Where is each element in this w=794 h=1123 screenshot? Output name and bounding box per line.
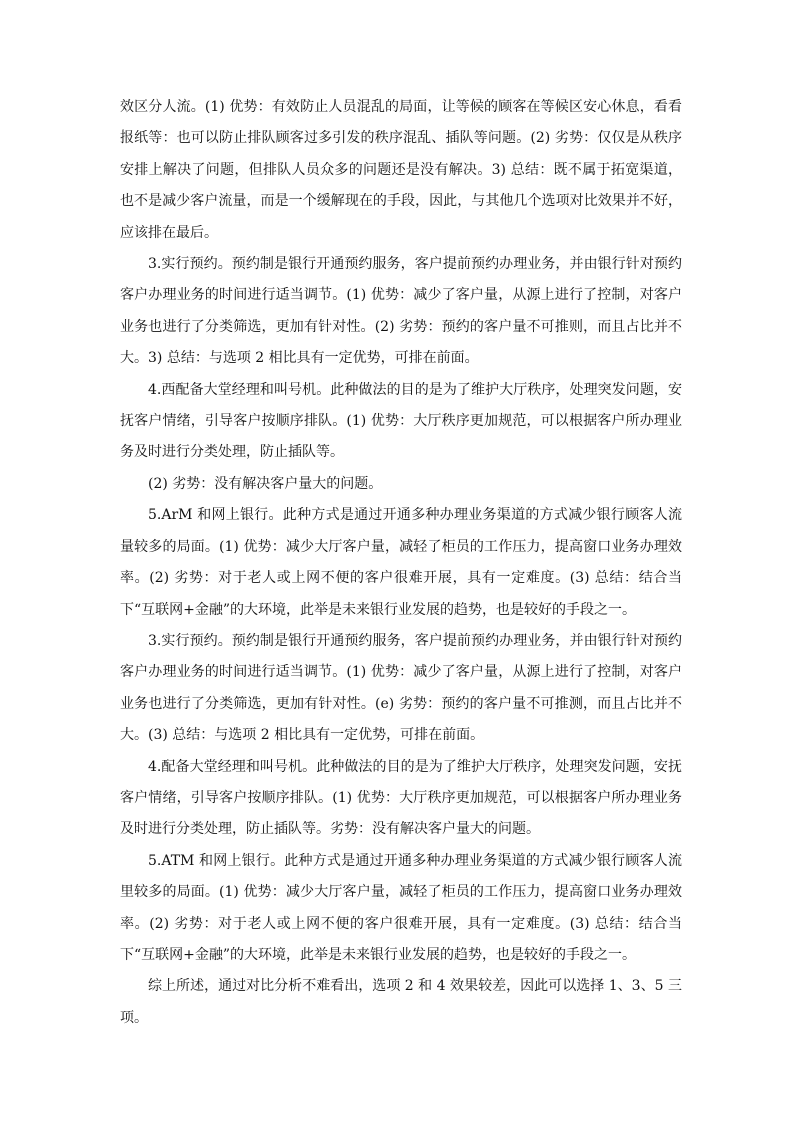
paragraph-6: 3.实行预约。预约制是银行开通预约服务，客户提前预约办理业务，并由银行针对预约客户办理业务的时间进行适当调节。(1) 优势：减少了客户量，从源上进行了控制，对客户业务也进行了分类筛选，更加有针对性。(e) 劣势：预约的客户量不可推测，而且占比并不大。(3) 总结：与选项 2 相比具有一定优势，可排在前面。	[120, 632, 682, 744]
paragraph-3: 4.西配备大堂经理和叫号机。此种做法的目的是为了维护大厅秩序，处理突发问题，安抚客户情绪，引导客户按顺序排队。(1) 优势：大厅秩序更加规范，可以根据客户所办理业务及时进行分类处理，防止插队等。	[120, 381, 682, 461]
paragraph-5: 5.ArM 和网上银行。此种方式是通过开通多种办理业务渠道的方式减少银行顾客人流量较多的局面。(1) 优势：减少大厅客户量，减轻了柜员的工作压力，提高窗口业务办理效率。(2) 劣势：对于老人或上网不便的客户很难开展，具有一定难度。(3) 总结：结合当下“互联网+金融”的大环境，此举是未来银行业发展的趋势，也是较好的手段之一。	[120, 507, 682, 618]
document-body	[120, 92, 682, 1034]
paragraph-7: 4.配备大堂经理和叫号机。此种做法的目的是为了维护大厅秩序，处理突发问题，安抚客户情绪，引导客户按顺序排队。(1) 优势：大厅秩序更加规范，可以根据客户所办理业务及时进行分类处理，防止插队等。劣势：没有解决客户量大的问题。	[120, 758, 682, 838]
paragraph-2: 3.实行预约。预约制是银行开通预约服务，客户提前预约办理业务，并由银行针对预约客户办理业务的时间进行适当调节。(1) 优势：减少了客户量，从源上进行了控制，对客户业务也进行了分类筛选，更加有针对性。(2) 劣势：预约的客户量不可推则，而且占比并不大。3) 总结：与选项 2 相比具有一定优势，可排在前面。	[120, 256, 682, 367]
paragraph-9: 综上所述，通过对比分析不难看出，选项 2 和 4 效果较差，因此可以选择 1、3、5 三项。	[120, 978, 682, 1026]
paragraph-4: (2) 劣势：没有解决客户量大的问题。	[148, 475, 383, 492]
paragraph-8: 5.ATM 和网上银行。此种方式是通过开通多种办理业务渠道的方式减少银行顾客人流里较多的局面。(1) 优势：减少大厅客户量，减轻了柜员的工作压力，提高窗口业务办理效率。(2) 劣势：对于老人或上网不便的客户很难开展，具有一定难度。(3) 总结：结合当下“互联网+金融”的大环境，此举是未来银行业发展的趋势，也是较好的手段之一。	[120, 852, 682, 963]
paragraph-1: 效区分人流。(1) 优势：有效防止人员混乱的局面，让等候的顾客在等候区安心休息，看看报纸等：也可以防止排队顾客过多引发的秩序混乱、插队等问题。(2) 劣势：仅仅是从秩序安排上解决了问题，但排队人员众多的问题还是没有解决。3) 总结：既不属于拓宽渠道，也不是减少客户流量，而是一个缓解现在的手段，因此，与其他几个选项对比效果并不好，应该排在最后。	[120, 99, 682, 241]
